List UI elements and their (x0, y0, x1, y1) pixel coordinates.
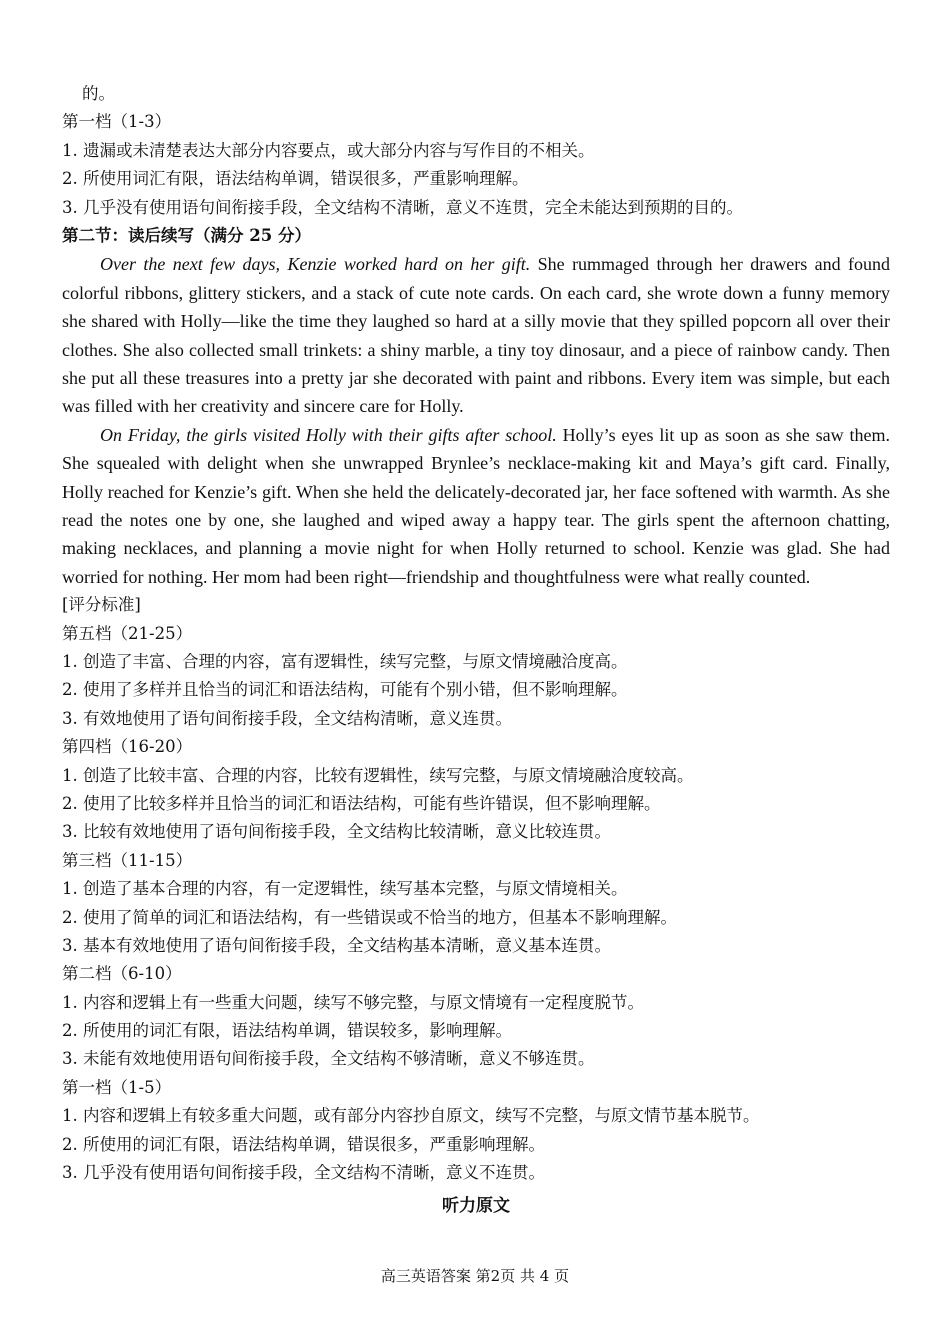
paragraph-body: Holly’s eyes lit up as soon as she saw them. She squealed with delight when she unwrapped Brynlee’s necklace-making kit and Maya’s gift card. Finally, Holly reached for Kenzie’s gift. When she held the delicately-decorated jar, her face softened with warmth. As she read the notes one by one, she laughed and wiped away a happy tear. The girls spent the afternoon chatting, making necklaces, and planning a movie night for when Holly returned to school. Kenzie was glad. She had worried for nothing. Her mom had been right—friendship and thoughtfulness were what really counted. (62, 424, 891, 587)
grade-heading: 第一档（1-3） (62, 112, 172, 132)
document-content (62, 80, 890, 1221)
criterion-line: 3. 比较有效地使用了语句间衔接手段，全文结构比较清晰，意义比较连贯。 (62, 822, 611, 842)
criterion-line: 2. 所使用的词汇有限，语法结构单调，错误较多，影响理解。 (62, 1021, 512, 1041)
paragraph-body: She rummaged through her drawers and found colorful ribbons, glittery stickers, and a stack of cute note cards. On each card, she wrote down a funny memory she shared with Holly—like the time they laughed so hard at a silly movie that they spilled popcorn all over their clothes. She also collected small trinkets: a shiny marble, a tiny toy dinosaur, and a piece of rainbow candy. Then she put all these treasures into a pretty jar she decorated with paint and ribbons. Every item was simple, but each was filled with her creativity and sincere care for Holly. (62, 254, 890, 417)
grade-heading: 第四档（16-20） (62, 737, 193, 757)
criterion-line: 2. 使用了多样并且恰当的词汇和语法结构，可能有个别小错，但不影响理解。 (62, 680, 628, 700)
criteria-title: [评分标准] (62, 595, 141, 615)
grade-heading: 第一档（1-5） (62, 1077, 172, 1097)
paragraph-lead: Over the next few days, Kenzie worked hard on her gift. (100, 254, 531, 275)
paragraph-lead: On Friday, the girls visited Holly with their gifts after school. (100, 424, 557, 445)
criterion-line: 1. 遗漏或未清楚表达大部分内容要点，或大部分内容与写作目的不相关。 (62, 140, 595, 160)
criterion-line: 2. 使用了简单的词汇和语法结构，有一些错误或不恰当的地方，但基本不影响理解。 (62, 907, 677, 927)
page-footer: 高三英语答案 第2页 共 4 页 (380, 1267, 570, 1285)
listening-section-title: 听力原文 (442, 1196, 510, 1217)
section-heading: 第二节：读后续写（满分 25 分） (62, 225, 311, 245)
criterion-line: 3. 几乎没有使用语句间衔接手段，全文结构不清晰，意义不连贯，完全未能达到预期的目的。 (62, 197, 743, 217)
criterion-line: 2. 使用了比较多样并且恰当的词汇和语法结构，可能有些许错误，但不影响理解。 (62, 793, 661, 813)
criterion-line: 1. 创造了比较丰富、合理的内容，比较有逻辑性，续写完整，与原文情境融洽度较高。 (62, 765, 694, 785)
criterion-line: 2. 所使用的词汇有限，语法结构单调，错误很多，严重影响理解。 (62, 1134, 545, 1154)
criterion-line: 3. 基本有效地使用了语句间衔接手段，全文结构基本清晰，意义基本连贯。 (62, 935, 611, 955)
grade-heading: 第三档（11-15） (62, 850, 193, 870)
criterion-line: 3. 几乎没有使用语句间衔接手段，全文结构不清晰，意义不连贯。 (62, 1163, 545, 1183)
grade-heading: 第二档（6-10） (62, 964, 182, 984)
criterion-line: 1. 内容和逻辑上有较多重大问题，或有部分内容抄自原文，续写不完整，与原文情节基本脱节。 (62, 1106, 760, 1126)
criterion-line: 1. 创造了丰富、合理的内容，富有逻辑性，续写完整，与原文情境融洽度高。 (62, 652, 628, 671)
essay-paragraph-1 (62, 250, 890, 420)
criterion-line: 3. 未能有效地使用语句间衔接手段，全文结构不够清晰，意义不够连贯。 (62, 1049, 595, 1069)
criterion-line: 3. 有效地使用了语句间衔接手段，全文结构清晰，意义连贯。 (62, 708, 512, 728)
grade-heading: 第五档（21-25） (62, 623, 193, 643)
essay-paragraph-2 (62, 421, 890, 591)
criterion-line: 1. 创造了基本合理的内容，有一定逻辑性，续写基本完整，与原文情境相关。 (62, 879, 628, 899)
text-line: 的。 (82, 84, 115, 103)
criterion-line: 2. 所使用词汇有限，语法结构单调，错误很多，严重影响理解。 (62, 169, 529, 189)
criterion-line: 1. 内容和逻辑上有一些重大问题，续写不够完整，与原文情境有一定程度脱节。 (62, 992, 644, 1012)
